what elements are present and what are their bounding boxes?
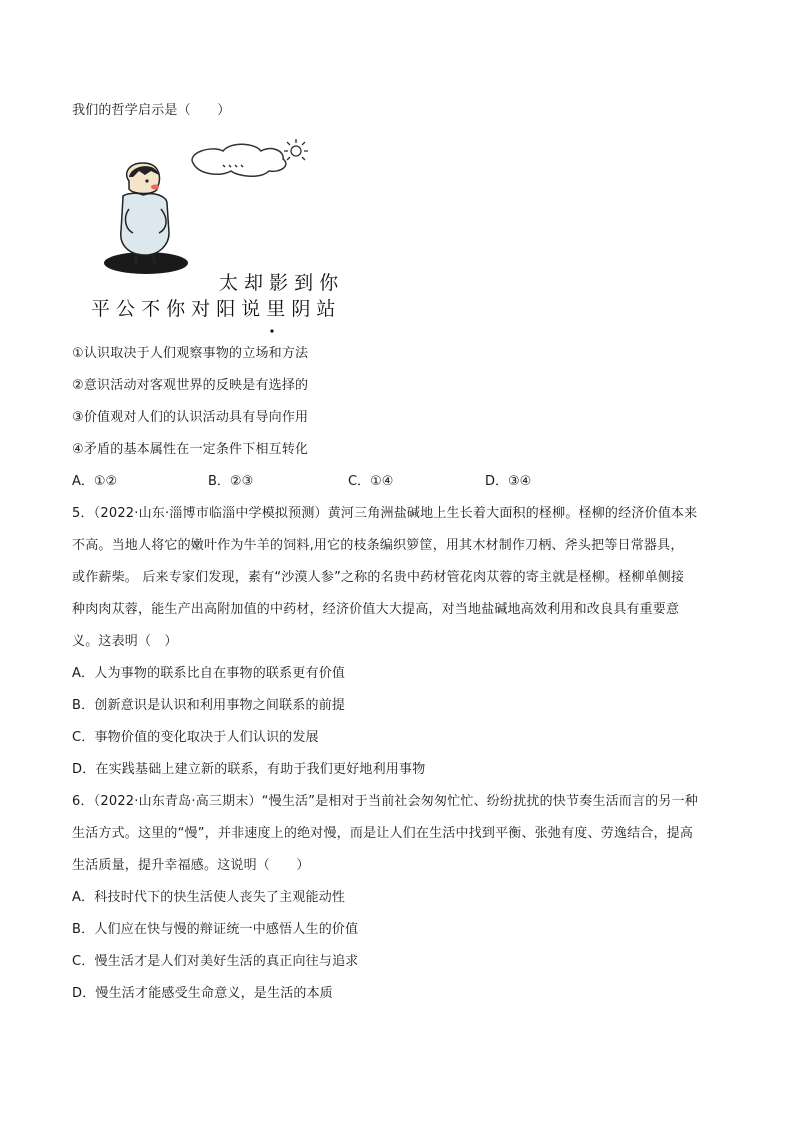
q6-option-c: C．慢生活才是人们对美好生活的真正向往与追求 [72, 954, 359, 969]
cartoon-caption-line-1: 太 却 影 到 你 [219, 272, 339, 294]
q4-option-c: C．①④ [348, 474, 394, 489]
q4-statement-2: ②意识活动对客观世界的反映是有选择的 [72, 378, 309, 393]
q4-statement-1: ①认识取决于人们观察事物的立场和方法 [72, 346, 309, 361]
q5-line-1: 5．（2022·山东·淄博市临淄中学模拟预测）黄河三角洲盐碱地上生长着大面积的柽柳。柽柳的经济价值本来 [72, 506, 698, 521]
q4-stem-tail: 我们的哲学启示是（ ） [72, 103, 231, 118]
q5-option-b: B．创新意识是认识和利用事物之间联系的前提 [72, 698, 346, 713]
q5-line-3: 或作薪柴。 后来专家们发现，素有“沙漠人参”之称的名贵中药材管花肉苁蓉的寄主就是柽柳。柽柳单侧接 [72, 570, 685, 585]
q4-statement-4: ④矛盾的基本属性在一定条件下相互转化 [72, 442, 309, 457]
cartoon-dot [270, 329, 273, 332]
q6-option-a: A．科技时代下的快生活使人丧失了主观能动性 [72, 890, 346, 905]
q4-cartoon-image [71, 125, 362, 337]
q6-line-1: 6．（2022·山东青岛·高三期末）“慢生活”是相对于当前社会匆匆忙忙、纷纷扰扰的快节奏生活而言的另一种 [72, 794, 698, 809]
q6-line-2: 生活方式。这里的“慢”，并非速度上的绝对慢，而是让人们在生活中找到平衡、张弛有度、劳逸结合，提高 [72, 826, 694, 841]
q4-statement-3: ③价值观对人们的认识活动具有导向作用 [72, 410, 309, 425]
q4-options [72, 473, 692, 491]
q6-line-3: 生活质量，提升幸福感。这说明（ ） [72, 858, 310, 873]
q4-option-d: D．③④ [485, 474, 532, 489]
q6-option-b: B．人们应在快与慢的辩证统一中感悟人生的价值 [72, 922, 359, 937]
q5-option-a: A．人为事物的联系比自在事物的联系更有价值 [72, 666, 346, 681]
q5-option-c: C．事物价值的变化取决于人们认识的发展 [72, 730, 319, 745]
q6-option-d: D．慢生活才能感受生命意义，是生活的本质 [72, 986, 334, 1001]
q5-option-d: D．在实践基础上建立新的联系，有助于我们更好地利用事物 [72, 762, 426, 777]
q5-line-4: 种肉肉苁蓉，能生产出高附加值的中药材，经济价值大大提高，对当地盐碱地高效利用和改良具有重要意 [72, 602, 680, 617]
q4-option-a: A．①② [72, 474, 118, 489]
q5-line-2: 不高。当地人将它的嫩叶作为牛羊的饲料,用它的枝条编织箩筐，用其木材制作刀柄、斧头把等日常器具， [72, 538, 684, 553]
cartoon-caption-line-2: 平 公 不 你 对 阳 说 里 阴 站 [91, 298, 336, 320]
q5-line-5: 义。这表明（ ） [72, 634, 178, 649]
q4-option-b: B．②③ [208, 474, 254, 489]
